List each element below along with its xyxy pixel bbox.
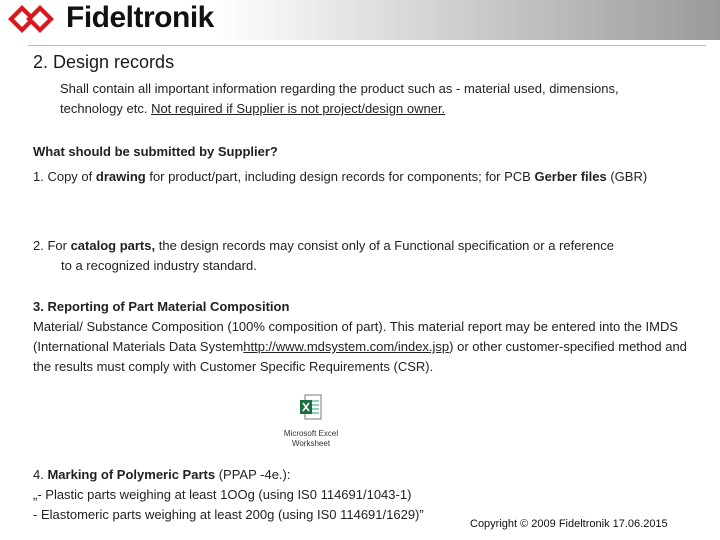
intro-underlined-text: Not required if Supplier is not project/design owner. [151,101,446,116]
excel-label-line-1: Microsoft Excel [283,429,339,438]
excel-label [276,429,346,449]
item-2-text-d: to a recognized industry standard. [61,258,257,273]
item-3-text-a: Material/ Substance Composition (100% composition of part). This material report may be entered into the IMDS (International Materials Data System [33,319,679,354]
item-1-text-c: for product/part, including design records for components; for PCB [145,169,535,184]
intro-text: Shall contain all important information regarding the product such as - material used, dimensions, technology etc. [60,81,619,116]
item-4-line-3: - Elastomeric parts weighing at least 200g (using IS0 114691/1629)” [33,507,424,522]
item-1-bold-gerber: Gerber files [534,169,607,184]
item-1-text-a: 1. Copy of [33,169,96,184]
item-3-paragraph [33,297,693,377]
logo-text: Fideltronik [66,1,214,34]
item-2-bold-catalog: catalog parts, [70,238,156,253]
page-title: 2. Design records [33,52,175,72]
item-3-text-b: ) or other customer-specified method and the results must comply with Customer Specific Requirements (CSR). [33,339,687,374]
title-divider [28,45,706,46]
excel-attachment[interactable] [276,394,346,449]
item-4-text-c: (PPAP -4e.): [215,467,291,482]
copyright-footer: Copyright © 2009 Fideltronik 17.06.2015 [470,518,668,530]
item-1-paragraph [33,167,693,187]
item-4-line-2: „- Plastic parts weighing at least 1OOg (using IS0 114691/1043-1) [33,487,412,502]
item-1-bold-drawing: drawing [95,169,146,184]
item-1-text-d: (GBR) [606,169,648,184]
intro-paragraph [60,79,680,119]
item-4-text-a: 4. [33,467,48,482]
item-2-text-c: the design records may consist only of a Functional specification or a reference [155,238,614,253]
item-4-paragraph [33,465,493,525]
imds-link[interactable]: http://www.mdsystem.com/index.jsp [243,339,450,354]
excel-icon [300,394,322,420]
fideltronik-logo-icon [6,3,60,35]
excel-label-line-2: Worksheet [291,439,331,448]
submission-question: What should be submitted by Supplier? [33,144,278,159]
item-3-heading: 3. Reporting of Part Material Composition [33,299,290,314]
item-2-paragraph [33,236,693,276]
item-2-text-a: 2. For [33,238,71,253]
item-4-bold-marking: Marking of Polymeric Parts [47,467,216,482]
